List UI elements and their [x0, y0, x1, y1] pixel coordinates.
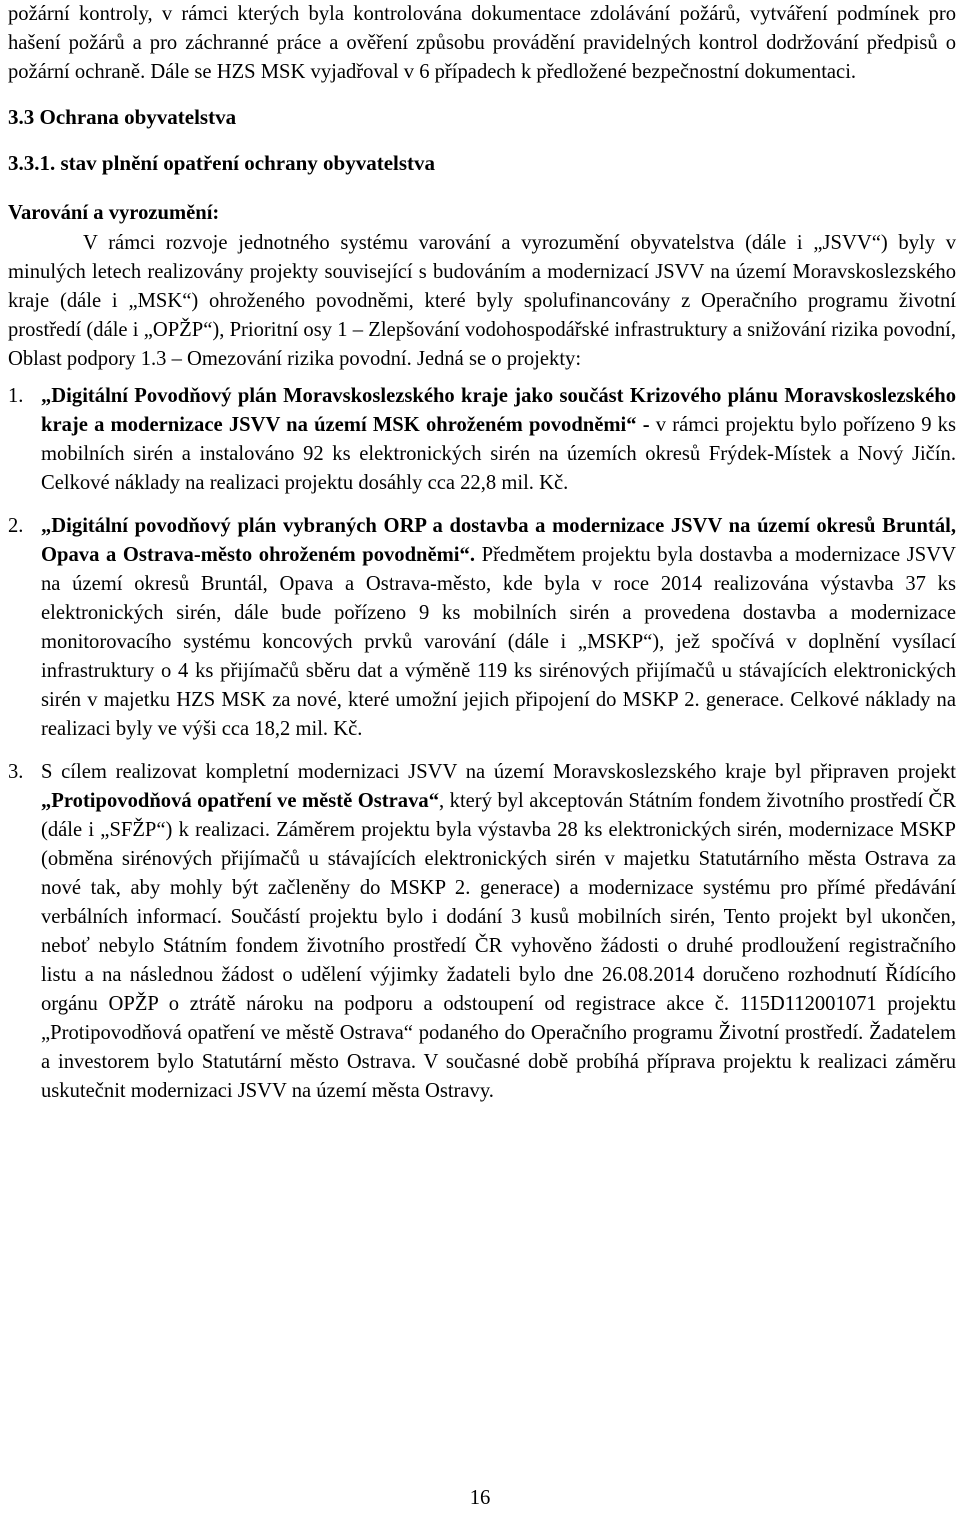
- project-text: Předmětem projektu byla dostavba a modernizace JSVV na území okresů Bruntál, Opava a Ostrava-město, kde byla v roce 2014 realizována výstavba 37 ks elektronických sirén, dále bude pořízeno 9 ks mobilních sirén a provedena dostavba a modernizace monitorovacího systému koncových prvků varování (dále i „MSKP“), jež spočívá v doplnění vysílací infrastruktury o 4 ks přijímačů sběru dat a výměně 119 ks sirénových přijímačů u stávajících elektronických sirén v majetku HZS MSK za nové, které umožní jejich připojení do MSKP 2. generace. Celkové náklady na realizaci byly ve výši cca 18,2 mil. Kč.: [41, 544, 956, 740]
- list-item-number: 1.: [8, 385, 24, 407]
- warning-heading: Varování a vyrozumění:: [8, 202, 220, 224]
- list-item: [8, 382, 956, 498]
- list-item: [8, 758, 956, 1106]
- project-title: „Digitální Povodňový plán Moravskoslezského kraje jako součást Krizového plánu Moravskoslezského kraje a modernizace JSVV na území MSK ohroženém povodněmi“ -: [41, 385, 956, 436]
- project-text: v rámci projektu bylo pořízeno 9 ks mobilních sirén a instalováno 92 ks elektronických sirén na územích okresů Frýdek-Místek a Nový Jičín. Celkové náklady na realizaci projektu dosáhly cca 22,8 mil. Kč.: [41, 414, 956, 494]
- document-page: [8, 0, 956, 1120]
- list-item-number: 2.: [8, 515, 24, 537]
- warning-paragraph: V rámci rozvoje jednotného systému varování a vyrozumění obyvatelstva (dále i „JSVV“) byly v minulých letech realizovány projekty související s budováním a modernizací JSVV na území Moravskoslezského kraje (dále i „MSK“) ohroženého povodněmi, které byly spolufinancovány z Operačního programu životní prostředí (dále i „OPŽP“), Prioritní osy 1 – Zlepšování vodohospodářské infrastruktury a snižování rizika povodní, Oblast podpory 1.3 – Omezování rizika povodní. Jedná se o projekty:: [8, 232, 956, 370]
- project-title: „Digitální povodňový plán vybraných ORP a dostavba a modernizace JSVV na území okresů Bruntál, Opava a Ostrava-město ohroženém povodněmi“.: [41, 515, 956, 566]
- project-text-after: , který byl akceptován Státním fondem životního prostředí ČR (dále i „SFŽP“) k realizaci. Záměrem projektu byla výstavba 28 ks elektronických sirén, modernizace MSKP (obměna sirénových přijímačů u stávajících elektronických sirén v majetku Statutárního města Ostrava za nové tak, aby mohly být začleněny do MSKP 2. generace) a modernizace systému pro přímé předávání verbálních informací. Součástí projektu bylo i dodání 3 kusů mobilních sirén, Tento projekt byl ukončen, neboť nebylo Státním fondem životního prostředí ČR vyhověno žádosti o druhé prodloužení registračního listu a na následnou žádost o udělení výjimky žadateli bylo dne 26.08.2014 doručeno rozhodnutí Řídícího orgánu OPŽP o ztrátě nároku na podporu a odstoupení od registrace akce č. 115D112001071 projektu „Protipovodňová opatření ve městě Ostrava“ podaného do Operačního programu Životní prostředí. Žadatelem a investorem bylo Statutární město Ostrava. V současné době probíhá příprava projektu k realizaci záměru uskutečnit modernizaci JSVV na území města Ostravy.: [41, 790, 956, 1102]
- project-text-before: S cílem realizovat kompletní modernizaci JSVV na území Moravskoslezského kraje byl připraven projekt: [41, 761, 956, 783]
- list-item-body: [41, 512, 956, 744]
- list-item-body: [41, 382, 956, 498]
- list-item-body: [41, 758, 956, 1106]
- project-title: „Protipovodňová opatření ve městě Ostrava“: [41, 790, 439, 812]
- section-heading: 3.3 Ochrana obyvatelstva: [8, 105, 237, 129]
- intro-paragraph: požární kontroly, v rámci kterých byla kontrolována dokumentace zdolávání požárů, vytváření podmínek pro hašení požárů a pro záchranné práce a ověření způsobu provádění pravidelných kontrol dodržování předpisů o požární ochraně. Dále se HZS MSK vyjadřoval v 6 případech k předložené bezpečnostní dokumentaci.: [8, 3, 956, 83]
- page-number: 16: [469, 1487, 491, 1509]
- project-list: [8, 382, 956, 1106]
- list-item-number: 3.: [8, 761, 24, 783]
- subsection-heading: 3.3.1. stav plnění opatření ochrany obyvatelstva: [8, 151, 436, 175]
- list-item: [8, 512, 956, 744]
